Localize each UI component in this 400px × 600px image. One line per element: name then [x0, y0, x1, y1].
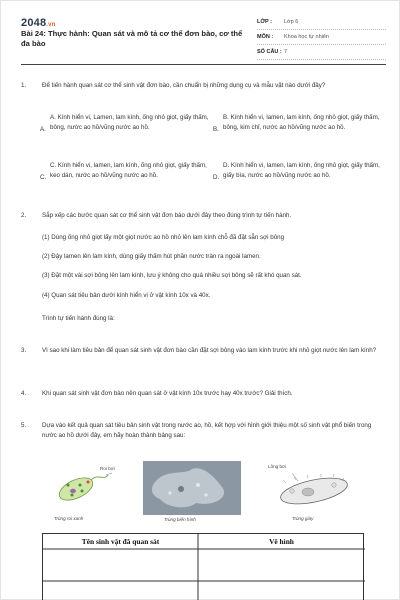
- question-number: 2.: [21, 212, 27, 219]
- question-text: Dựa vào kết quả quan sát tiêu bản sinh vật trong nước ao, hồ, kết hợp với hình giới thiệu một số sinh vật phổ biến trong nước ao hồ dưới đây, em hãy hoàn thành bảng sau:: [42, 422, 372, 439]
- option-text: D. Kính hiển vi, lamen, lam kính, ống nhỏ giọt, giấy thấm, giấy bìa, nước ao hồ/vũng nước ao hồ.: [223, 162, 380, 179]
- question-number: 3.: [21, 347, 27, 354]
- question-text: Để tiến hành quan sát cơ thể sinh vật đơn bào, cần chuẩn bị những dụng cụ và mẫu vật nào dưới đây?: [42, 82, 326, 89]
- euglena-flagellum-label: Roi bơi: [100, 466, 115, 471]
- option-letter: B.: [213, 126, 219, 133]
- meta-key: SỐ CÂU :: [257, 48, 282, 55]
- question-1: [21, 81, 386, 201]
- header: [21, 15, 386, 59]
- euglena-caption: Trùng roi xanh: [54, 516, 84, 521]
- question-number: 1.: [21, 82, 27, 89]
- question-number: 4.: [21, 390, 27, 397]
- euglena-image: [56, 473, 112, 505]
- amoeba-caption: Trùng biến hình: [164, 517, 196, 522]
- option-text: B. Kính hiển vi, lamen, lam kính, ống nhỏ giọt, giấy thấm, bông, kim chỉ, nước ao hồ/vũng nước ao hồ.: [223, 114, 380, 131]
- observation-table: [42, 533, 364, 600]
- paramecium-cilia-label: Lông bơi: [268, 464, 287, 469]
- option-text: C. Kính hiển vi, lamen, lam kính, ống nhỏ giọt, giấy thấm, keo dán, nước ao hồ/vũng nước ao hồ.: [50, 162, 207, 179]
- option-text: A. Kính hiển vi, Lamen, lam kính, ống nhỏ giọt, giấy thấm, bông, nước ao hồ/vũng nước ao hồ.: [50, 114, 209, 131]
- meta-key: MÔN :: [257, 33, 274, 40]
- table-cell-drawing[interactable]: [199, 550, 365, 581]
- meta-row-count: [257, 45, 386, 60]
- meta-key: LỚP :: [257, 18, 272, 25]
- page-title: Bài 24: Thực hành: Quan sát và mô tả cơ thể đơn bào, cơ thể đa bào: [21, 29, 243, 49]
- step-item: (2) Đậy lamen lên lam kính, dùng giấy thấm hút phần nước tràn ra ngoài lamen.: [42, 253, 261, 260]
- question-5: [21, 421, 386, 451]
- option-letter: A.: [40, 126, 46, 133]
- step-item: (1) Dùng ống nhỏ giọt lấy một giọt nước ao hồ nhỏ lên lam kính chỗ đã đặt sẵn sợi bông: [42, 234, 285, 241]
- meta-value: Khoa học tự nhiên: [284, 33, 329, 40]
- header-divider: [21, 64, 386, 65]
- organism-illustrations: [46, 461, 358, 523]
- organism-figure: [46, 461, 358, 523]
- meta-value: Lớp 6: [284, 18, 299, 25]
- table-header-drawing: Vẽ hình: [269, 536, 294, 546]
- question-4: [21, 389, 386, 401]
- question-number: 5.: [21, 422, 27, 429]
- question-text: Sắp xếp các bước quan sát cơ thể sinh vật đơn bào dưới đây theo đúng trình tự tiến hành.: [42, 212, 292, 219]
- step-item: (3) Đặt một vài sợi bông lên lam kính, lưu ý không cho quá nhiều sợi bông sẽ rất khó quan sát.: [42, 272, 302, 279]
- table-cell-name[interactable]: [43, 550, 198, 581]
- meta-row-class: [257, 15, 386, 30]
- logo-suffix: .vn: [46, 22, 56, 28]
- paramecium-image: [278, 473, 349, 509]
- question-text: Vì sao khi làm tiêu bản để quan sát sinh vật đơn bào cần đặt sợi bông vào lam kính trước khi nhỏ giọt nước lên lam kính?: [42, 347, 377, 354]
- question-2: [21, 211, 386, 331]
- step-item: (4) Quan sát tiêu bản dưới kính hiển vi ở vật kính 10x và 40x.: [42, 292, 211, 299]
- question-3: [21, 346, 386, 370]
- option-letter: C.: [40, 174, 47, 181]
- logo-text: 2048: [21, 17, 47, 29]
- option-letter: D.: [213, 174, 220, 181]
- meta-row-subject: [257, 30, 386, 45]
- answer-prompt: Trình tự tiến hành đúng là:: [42, 315, 115, 322]
- meta-value: 7: [284, 48, 288, 55]
- table-header-name: Tên sinh vật đã quan sát: [81, 536, 160, 546]
- paramecium-caption: Trùng giày: [292, 516, 314, 521]
- meta-info: [257, 15, 386, 60]
- amoeba-image: [143, 461, 241, 515]
- question-text: Khi quan sát sinh vật đơn bào nên quan sát ở vật kính 10x trước hay 40x trước? Giải thích.: [42, 390, 293, 397]
